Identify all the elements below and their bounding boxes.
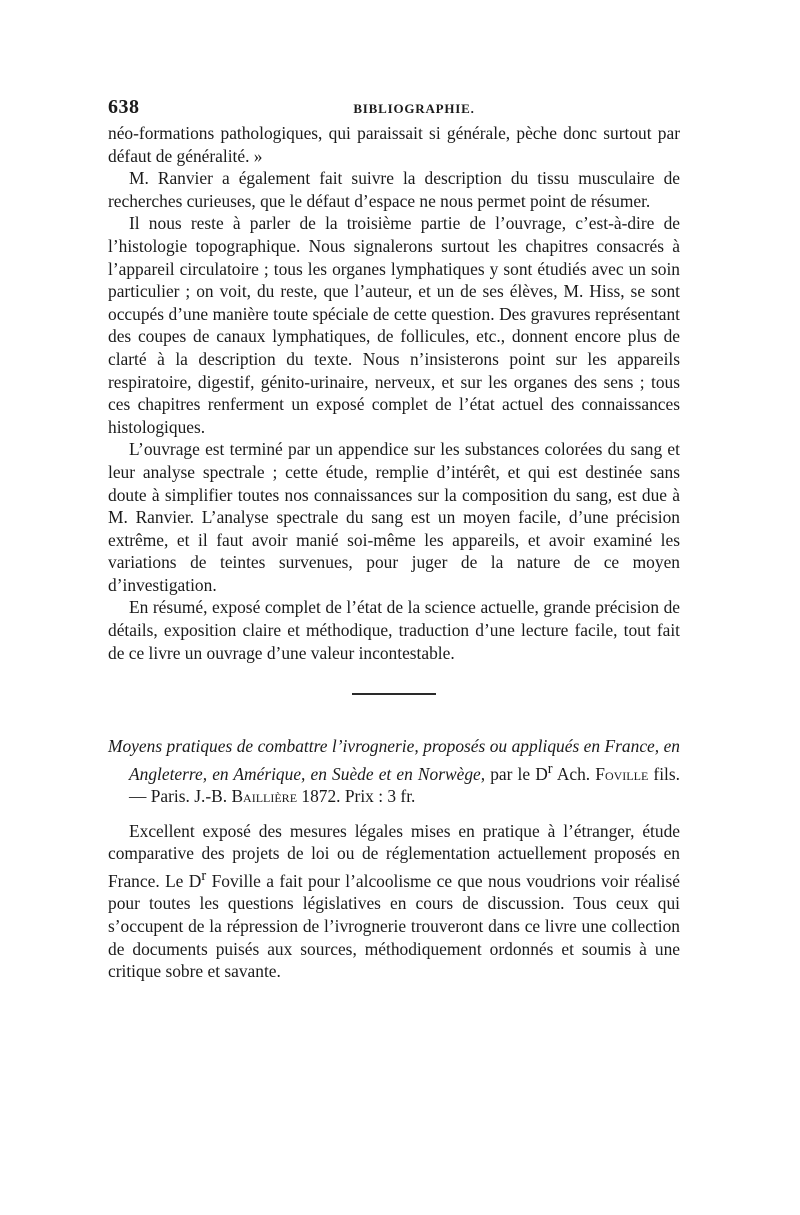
review-paragraph bbox=[108, 820, 680, 983]
year-price: 1872. Prix : 3 fr. bbox=[301, 786, 416, 807]
review-sup: r bbox=[201, 868, 207, 885]
author-last: Foville bbox=[595, 763, 649, 784]
author-first: Ach. bbox=[556, 763, 591, 784]
paragraph-appendix: L’ouvrage est terminé par un appendice sur les substances colorées du sang et leur analyse spectrale ; cette étude, remplie d’intérêt, et qui est destinée sans doute à simplifier toutes nos connaissances sur la composition du sang, est due à M. Ranvier. L’analyse spectrale du sang est un moyen facile, d’une précision extrême, et il faut avoir manié soi-même les appareils, et avoir examiné les variations de teintes survenues, pour juger de la nature de ce moyen d’investigation. bbox=[108, 439, 680, 595]
author-suffix: fils. — Paris. J.-B. bbox=[129, 763, 680, 807]
publisher: Baillière bbox=[231, 786, 298, 807]
author-by: par le D bbox=[490, 763, 548, 784]
bibliography-entry bbox=[108, 735, 680, 808]
review-part-2: Foville a fait pour l’alcoolisme ce que nous voudrions voir réalisé pour toutes les questions législatives en cours de discussion. Tous ceux qui s’occupent de la répression de l’ivrognerie trouveront dans ce livre une collection de documents puisés aux sources, méthodiquement ordonnés et soumis à une critique sobre et savante. bbox=[108, 870, 680, 982]
page-header bbox=[108, 96, 680, 122]
page-number: 638 bbox=[108, 96, 140, 118]
book-page bbox=[108, 96, 680, 983]
running-head: BIBLIOGRAPHIE. bbox=[353, 101, 475, 116]
paragraph-muscle-tissue: M. Ranvier a également fait suivre la description du tissu musculaire de recherches curieuses, que le défaut d’espace ne nous permet point de résumer. bbox=[108, 168, 680, 211]
book-title: Moyens pratiques de combattre l’ivrognerie, proposés ou appliqués en France, en Angleterre, en Amérique, en Suède et en Norwège, bbox=[108, 736, 680, 784]
review-part-1: Excellent exposé des mesures légales mises en pratique à l’étranger, étude comparative des projets de loi ou de réglementation actuellement proposés en France. Le D bbox=[108, 820, 680, 891]
paragraph-continuation: néo-formations pathologiques, qui paraissait si générale, pèche donc surtout par défaut de généralité. » bbox=[108, 123, 680, 166]
paragraph-summary: En résumé, exposé complet de l’état de la science actuelle, grande précision de détails, exposition claire et méthodique, traduction d’une lecture facile, tout fait de ce livre un ouvrage d’une valeur incontestable. bbox=[108, 597, 680, 663]
author-title-sup: r bbox=[547, 760, 553, 777]
section-divider bbox=[352, 693, 436, 695]
paragraph-topographic-histology: Il nous reste à parler de la troisième partie de l’ouvrage, c’est-à-dire de l’histologie topographique. Nous signalerons surtout les chapitres consacrés à l’appareil circulatoire ; tous les organes lymphatiques y sont étudiés avec un soin particulier ; on voit, du reste, que l’auteur, et un de ses élèves, M. Hiss, se sont occupés d’une manière toute spéciale de cette question. Des gravures représentant des coupes de canaux lymphatiques, de follicules, etc., donnent encore plus de clarté à la description du texte. Nous n’insisterons point sur les appareils respiratoire, digestif, génito-urinaire, nerveux, et sur les organes des sens ; tous ces chapitres renferment un exposé complet de l’état actuel des connaissances histologiques. bbox=[108, 213, 680, 437]
